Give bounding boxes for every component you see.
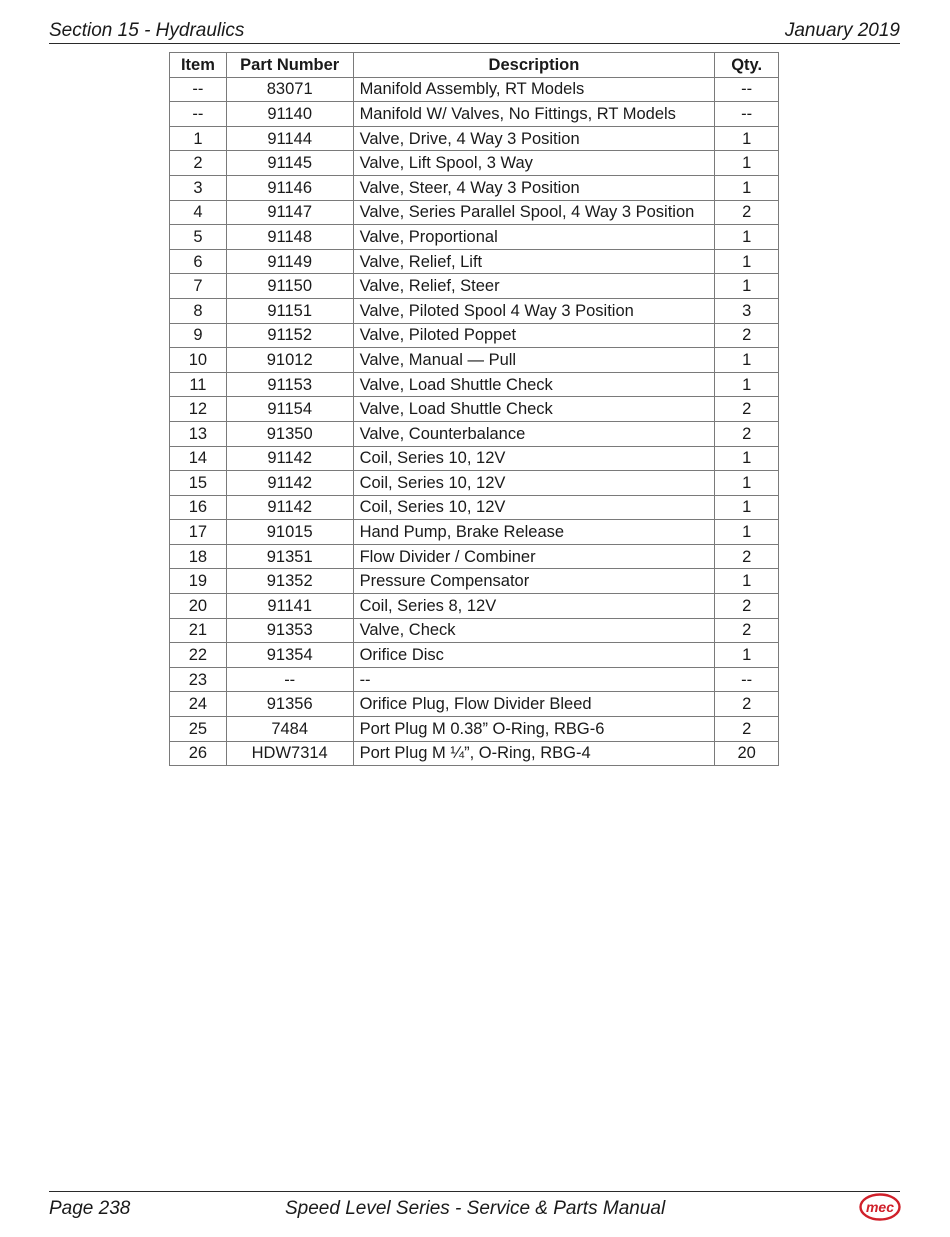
table-row — [170, 569, 779, 594]
section-title: Section 15 - Hydraulics — [49, 20, 245, 41]
cell-part-number: 91148 — [226, 225, 353, 250]
cell-item: 8 — [170, 298, 227, 323]
cell-qty: 1 — [715, 372, 779, 397]
cell-description: Valve, Relief, Steer — [353, 274, 715, 299]
table-row — [170, 667, 779, 692]
cell-description: -- — [353, 667, 715, 692]
cell-description: Valve, Check — [353, 618, 715, 643]
cell-description: Valve, Series Parallel Spool, 4 Way 3 Position — [353, 200, 715, 225]
table-row — [170, 741, 779, 766]
cell-qty: 2 — [715, 544, 779, 569]
cell-item: 2 — [170, 151, 227, 176]
cell-part-number: 91151 — [226, 298, 353, 323]
cell-qty: 2 — [715, 323, 779, 348]
cell-qty: 2 — [715, 618, 779, 643]
cell-item: 21 — [170, 618, 227, 643]
cell-qty: 1 — [715, 225, 779, 250]
cell-description: Valve, Load Shuttle Check — [353, 372, 715, 397]
cell-description: Coil, Series 10, 12V — [353, 495, 715, 520]
table-row — [170, 397, 779, 422]
cell-description: Manifold Assembly, RT Models — [353, 77, 715, 102]
cell-description: Valve, Piloted Poppet — [353, 323, 715, 348]
cell-part-number: 91149 — [226, 249, 353, 274]
mec-logo-icon — [858, 1192, 902, 1222]
table-row — [170, 348, 779, 373]
cell-part-number: 7484 — [226, 717, 353, 742]
cell-item: 16 — [170, 495, 227, 520]
cell-qty: 2 — [715, 717, 779, 742]
table-row — [170, 372, 779, 397]
cell-description: Valve, Load Shuttle Check — [353, 397, 715, 422]
parts-table — [169, 52, 779, 766]
cell-item: 10 — [170, 348, 227, 373]
table-row — [170, 471, 779, 496]
cell-qty: 1 — [715, 520, 779, 545]
table-row — [170, 249, 779, 274]
cell-part-number: 91356 — [226, 692, 353, 717]
cell-qty: -- — [715, 667, 779, 692]
table-row — [170, 692, 779, 717]
cell-item: -- — [170, 77, 227, 102]
cell-part-number: -- — [226, 667, 353, 692]
table-row — [170, 298, 779, 323]
table-row — [170, 446, 779, 471]
cell-item: 4 — [170, 200, 227, 225]
cell-qty: 1 — [715, 446, 779, 471]
table-row — [170, 643, 779, 668]
cell-item: 9 — [170, 323, 227, 348]
table-row — [170, 323, 779, 348]
cell-item: 5 — [170, 225, 227, 250]
cell-qty: 2 — [715, 421, 779, 446]
table-row — [170, 594, 779, 619]
table-row — [170, 77, 779, 102]
cell-description: Manifold W/ Valves, No Fittings, RT Models — [353, 102, 715, 127]
column-header-part-number: Part Number — [226, 53, 353, 78]
cell-part-number: 91146 — [226, 175, 353, 200]
cell-part-number: 91353 — [226, 618, 353, 643]
column-header-qty: Qty. — [715, 53, 779, 78]
cell-qty: 3 — [715, 298, 779, 323]
cell-description: Valve, Steer, 4 Way 3 Position — [353, 175, 715, 200]
cell-qty: 1 — [715, 643, 779, 668]
cell-qty: 1 — [715, 348, 779, 373]
table-row — [170, 421, 779, 446]
table-header-row — [170, 53, 779, 78]
page-footer — [49, 1191, 900, 1232]
cell-qty: -- — [715, 102, 779, 127]
cell-item: -- — [170, 102, 227, 127]
cell-qty: 20 — [715, 741, 779, 766]
table-row — [170, 274, 779, 299]
cell-item: 7 — [170, 274, 227, 299]
cell-description: Flow Divider / Combiner — [353, 544, 715, 569]
cell-qty: 1 — [715, 495, 779, 520]
cell-part-number: 91352 — [226, 569, 353, 594]
cell-part-number: 91015 — [226, 520, 353, 545]
cell-part-number: 83071 — [226, 77, 353, 102]
cell-item: 12 — [170, 397, 227, 422]
cell-description: Coil, Series 10, 12V — [353, 446, 715, 471]
cell-part-number: 91152 — [226, 323, 353, 348]
table-row — [170, 225, 779, 250]
cell-item: 11 — [170, 372, 227, 397]
cell-qty: 2 — [715, 397, 779, 422]
cell-qty: 1 — [715, 471, 779, 496]
cell-part-number: 91153 — [226, 372, 353, 397]
table-row — [170, 520, 779, 545]
table-row — [170, 102, 779, 127]
cell-description: Valve, Piloted Spool 4 Way 3 Position — [353, 298, 715, 323]
cell-part-number: 91147 — [226, 200, 353, 225]
table-row — [170, 495, 779, 520]
cell-description: Valve, Drive, 4 Way 3 Position — [353, 126, 715, 151]
page-header — [49, 18, 900, 44]
table-row — [170, 126, 779, 151]
cell-description: Orifice Disc — [353, 643, 715, 668]
cell-description: Valve, Relief, Lift — [353, 249, 715, 274]
cell-item: 19 — [170, 569, 227, 594]
cell-item: 20 — [170, 594, 227, 619]
cell-part-number: 91350 — [226, 421, 353, 446]
cell-item: 22 — [170, 643, 227, 668]
cell-item: 25 — [170, 717, 227, 742]
cell-part-number: 91142 — [226, 495, 353, 520]
cell-description: Hand Pump, Brake Release — [353, 520, 715, 545]
column-header-description: Description — [353, 53, 715, 78]
cell-qty: 1 — [715, 569, 779, 594]
cell-description: Valve, Manual — Pull — [353, 348, 715, 373]
cell-qty: 1 — [715, 151, 779, 176]
cell-part-number: 91145 — [226, 151, 353, 176]
cell-item: 18 — [170, 544, 227, 569]
cell-qty: 1 — [715, 126, 779, 151]
cell-description: Coil, Series 10, 12V — [353, 471, 715, 496]
cell-part-number: 91012 — [226, 348, 353, 373]
cell-qty: 1 — [715, 249, 779, 274]
cell-qty: 1 — [715, 274, 779, 299]
cell-item: 26 — [170, 741, 227, 766]
cell-item: 1 — [170, 126, 227, 151]
cell-qty: -- — [715, 77, 779, 102]
cell-item: 17 — [170, 520, 227, 545]
cell-qty: 1 — [715, 175, 779, 200]
table-row — [170, 175, 779, 200]
cell-part-number: 91150 — [226, 274, 353, 299]
cell-item: 6 — [170, 249, 227, 274]
table-row — [170, 200, 779, 225]
cell-item: 15 — [170, 471, 227, 496]
cell-description: Valve, Counterbalance — [353, 421, 715, 446]
cell-item: 24 — [170, 692, 227, 717]
cell-qty: 2 — [715, 200, 779, 225]
cell-description: Valve, Lift Spool, 3 Way — [353, 151, 715, 176]
cell-description: Port Plug M 0.38” O-Ring, RBG-6 — [353, 717, 715, 742]
table-row — [170, 717, 779, 742]
cell-part-number: 91140 — [226, 102, 353, 127]
cell-part-number: HDW7314 — [226, 741, 353, 766]
cell-part-number: 91142 — [226, 446, 353, 471]
table-row — [170, 544, 779, 569]
cell-part-number: 91154 — [226, 397, 353, 422]
cell-description: Orifice Plug, Flow Divider Bleed — [353, 692, 715, 717]
cell-qty: 2 — [715, 692, 779, 717]
manual-title: Speed Level Series - Service & Parts Manual — [285, 1198, 666, 1219]
cell-description: Port Plug M ¼”, O-Ring, RBG-4 — [353, 741, 715, 766]
cell-item: 13 — [170, 421, 227, 446]
cell-part-number: 91351 — [226, 544, 353, 569]
cell-description: Valve, Proportional — [353, 225, 715, 250]
cell-qty: 2 — [715, 594, 779, 619]
logo-text: mec — [865, 1199, 895, 1215]
parts-table-body — [170, 77, 779, 766]
cell-part-number: 91141 — [226, 594, 353, 619]
cell-part-number: 91144 — [226, 126, 353, 151]
cell-part-number: 91354 — [226, 643, 353, 668]
cell-item: 14 — [170, 446, 227, 471]
cell-item: 23 — [170, 667, 227, 692]
cell-part-number: 91142 — [226, 471, 353, 496]
table-row — [170, 618, 779, 643]
table-row — [170, 151, 779, 176]
cell-item: 3 — [170, 175, 227, 200]
column-header-item: Item — [170, 53, 227, 78]
cell-description: Coil, Series 8, 12V — [353, 594, 715, 619]
page-number: Page 238 — [49, 1198, 131, 1219]
cell-description: Pressure Compensator — [353, 569, 715, 594]
header-date: January 2019 — [784, 20, 900, 41]
